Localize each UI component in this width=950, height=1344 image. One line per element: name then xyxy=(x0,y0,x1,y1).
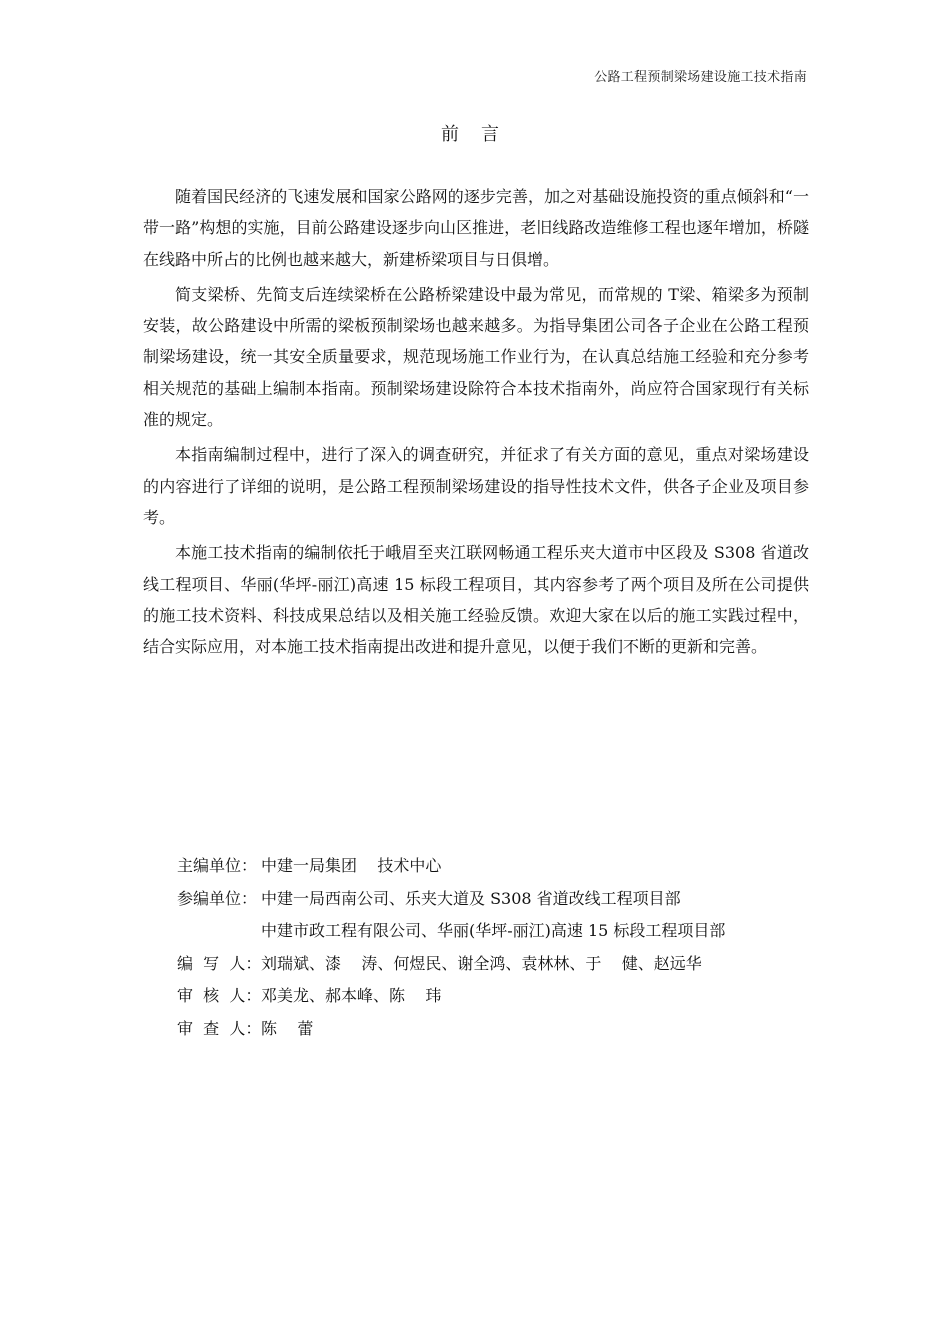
credit-co-editor-continued xyxy=(177,915,817,948)
credit-value: 陈 蕾 xyxy=(261,1018,314,1038)
credit-writers xyxy=(177,948,817,981)
credit-value: 中建一局西南公司、乐夹大道及 S308 省道改线工程项目部 xyxy=(261,888,681,908)
preface-body xyxy=(143,181,809,666)
paragraph-sources: 本施工技术指南的编制依托于峨眉至夹江联网畅通工程乐夹大道市中区段及 S308 省道改线工程项目、华丽(华坪-丽江)高速 15 标段工程项目，其内容参考了两个项目及所在公司提供的施工技术资料、科技成果总结以及相关施工经验反馈。欢迎大家在以后的施工实践过程中，结合实际应用，对本施工技术指南提出改进和提升意见，以便于我们不断的更新和完善。 xyxy=(143,543,809,657)
running-header: 公路工程预制梁场建设施工技术指南 xyxy=(594,70,807,85)
credit-value: 刘瑞斌、漆 涛、何煜民、谢全鸿、袁林林、于 健、赵远华 xyxy=(261,953,702,973)
credit-checker xyxy=(177,1013,817,1046)
credit-value: 中建市政工程有限公司、华丽(华坪-丽江)高速 15 标段工程项目部 xyxy=(261,921,726,940)
credit-value: 中建一局集团 技术中心 xyxy=(261,856,442,875)
credit-label: 审 查 人： xyxy=(177,1018,262,1038)
credit-label: 审 核 人： xyxy=(177,986,262,1005)
paragraph-purpose: 简支梁桥、先简支后连续梁桥在公路桥梁建设中最为常见，而常规的 T梁、箱梁多为预制安装，故公路建设中所需的梁板预制梁场也越来越多。为指导集团公司各子企业在公路工程预制梁场建设，统一其安全质量要求，规范现场施工作业行为，在认真总结施工经验和充分参考相关规范的基础上编制本指南。预制梁场建设除符合本技术指南外，尚应符合国家现行有关标准的规定。 xyxy=(143,284,809,430)
credit-reviewers xyxy=(177,980,817,1013)
credit-chief-editor xyxy=(177,850,817,883)
credit-label: 编 写 人： xyxy=(177,953,262,973)
credit-label: 参编单位： xyxy=(177,888,258,908)
credit-co-editor xyxy=(177,883,817,916)
paragraph-background: 随着国民经济的飞速发展和国家公路网的逐步完善，加之对基础设施投资的重点倾斜和“一带一路”构想的实施，目前公路建设逐步向山区推进，老旧线路改造维修工程也逐年增加，桥隧在线路中所占的比例也越来越大，新建桥梁项目与日俱增。 xyxy=(143,187,809,269)
credit-label: 主编单位： xyxy=(177,856,258,875)
page-title: 前言 xyxy=(441,124,521,145)
paragraph-process: 本指南编制过程中，进行了深入的调查研究，并征求了有关方面的意见，重点对梁场建设的内容进行了详细的说明，是公路工程预制梁场建设的指导性技术文件，供各子企业及项目参考。 xyxy=(143,445,809,527)
credits-block xyxy=(177,850,817,1045)
credit-value: 邓美龙、郝本峰、陈 玮 xyxy=(261,986,442,1005)
